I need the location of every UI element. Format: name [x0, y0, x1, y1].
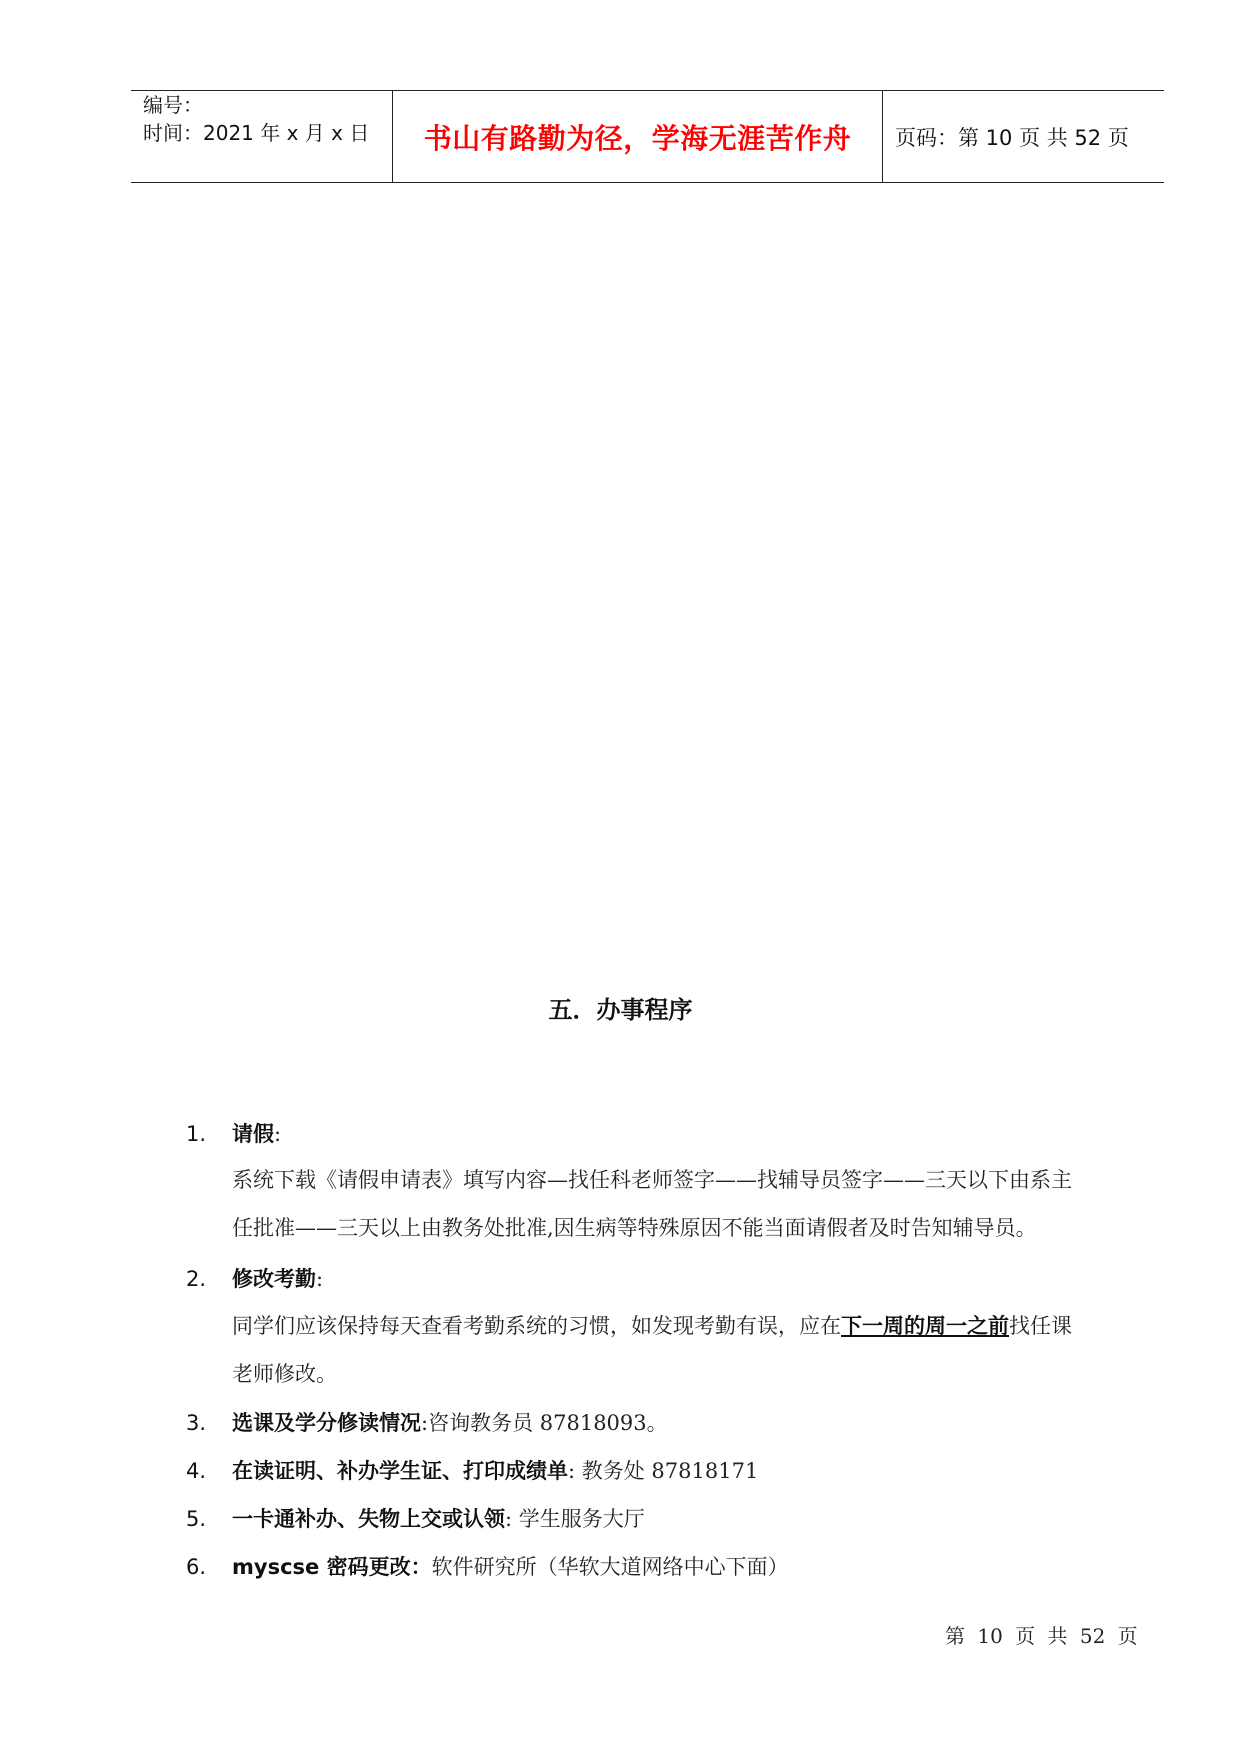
page-footer: 第 10 页 共 52 页 — [945, 1624, 1138, 1648]
leave-paragraph-line-2: 任批准——三天以上由教务处批准,因生病等特殊原因不能当面请假者及时告知辅导员。 — [232, 1216, 1037, 1240]
item-heading: 修改考勤 — [232, 1267, 316, 1291]
list-item-certificates — [186, 1455, 758, 1485]
page-code-text: 页码：第 10 页 共 52 页 — [895, 125, 1129, 150]
item-number: 3. — [186, 1411, 207, 1435]
list-item-attendance — [186, 1263, 323, 1293]
list-item-password-change — [186, 1551, 789, 1581]
attendance-paragraph-line-2: 老师修改。 — [232, 1362, 337, 1386]
header-page-cell — [883, 91, 1164, 182]
item-heading: 请假 — [232, 1122, 274, 1146]
list-item-leave — [186, 1118, 281, 1148]
item-heading: 一卡通补办、失物上交或认领 — [232, 1507, 505, 1531]
attendance-deadline-underlined: 下一周的周一之前 — [841, 1314, 1009, 1338]
document-number-label: 编号： — [143, 93, 203, 117]
item-heading: myscse 密码更改： — [232, 1555, 432, 1579]
item-detail: :咨询教务员 87818093。 — [421, 1411, 668, 1435]
item-number: 6. — [186, 1555, 207, 1579]
attendance-text-after: 找任课 — [1009, 1314, 1072, 1338]
item-detail: : 学生服务大厅 — [505, 1507, 645, 1531]
item-number: 2. — [186, 1267, 207, 1291]
item-separator: : — [274, 1122, 282, 1146]
list-item-card-lost-found — [186, 1503, 645, 1533]
document-time-label: 时间：2021 年 x 月 x 日 — [143, 121, 370, 145]
leave-paragraph-line-1: 系统下载《请假申请表》填写内容—找任科老师签字——找辅导员签字——三天以下由系主 — [232, 1168, 1072, 1192]
item-separator: : — [316, 1267, 324, 1291]
item-heading: 选课及学分修读情况 — [232, 1411, 421, 1435]
document-header — [131, 90, 1164, 183]
motto-text: 书山有路勤为径，学海无涯苦作舟 — [423, 121, 852, 155]
header-info-cell — [131, 91, 393, 182]
section-title: 五．办事程序 — [548, 996, 693, 1024]
item-number: 5. — [186, 1507, 207, 1531]
item-heading: 在读证明、补办学生证、打印成绩单 — [232, 1459, 568, 1483]
attendance-text-before: 同学们应该保持每天查看考勤系统的习惯，如发现考勤有误，应在 — [232, 1314, 841, 1338]
list-item-course-selection — [186, 1407, 668, 1437]
header-motto-cell — [393, 91, 883, 182]
item-detail: 软件研究所（华软大道网络中心下面） — [431, 1555, 789, 1579]
item-number: 1. — [186, 1122, 207, 1146]
attendance-paragraph-line-1 — [232, 1310, 1072, 1340]
item-number: 4. — [186, 1459, 207, 1483]
item-detail: : 教务处 87818171 — [568, 1459, 759, 1483]
